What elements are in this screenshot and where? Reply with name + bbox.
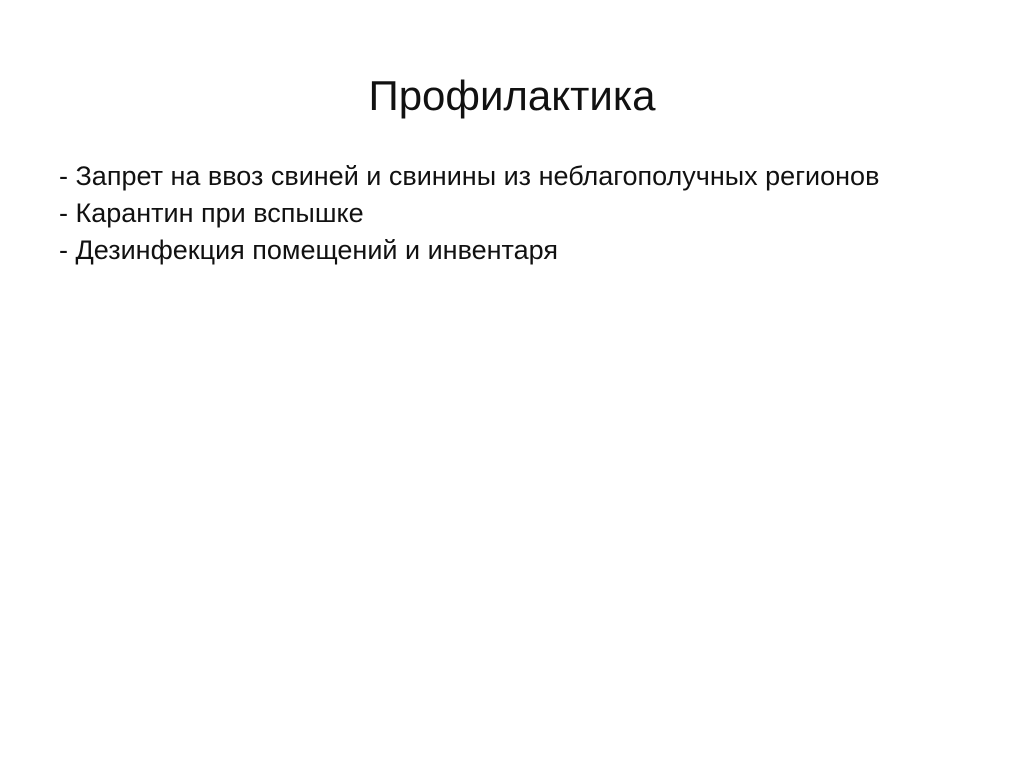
list-item: - Карантин при вспышке [59,198,364,228]
list-item: - Дезинфекция помещений и инвентаря [59,235,558,265]
slide-title: Профилактика [368,72,656,119]
bullet-list [59,158,979,269]
list-item: - Запрет на ввоз свиней и свинины из неблагополучных регионов [59,161,880,191]
